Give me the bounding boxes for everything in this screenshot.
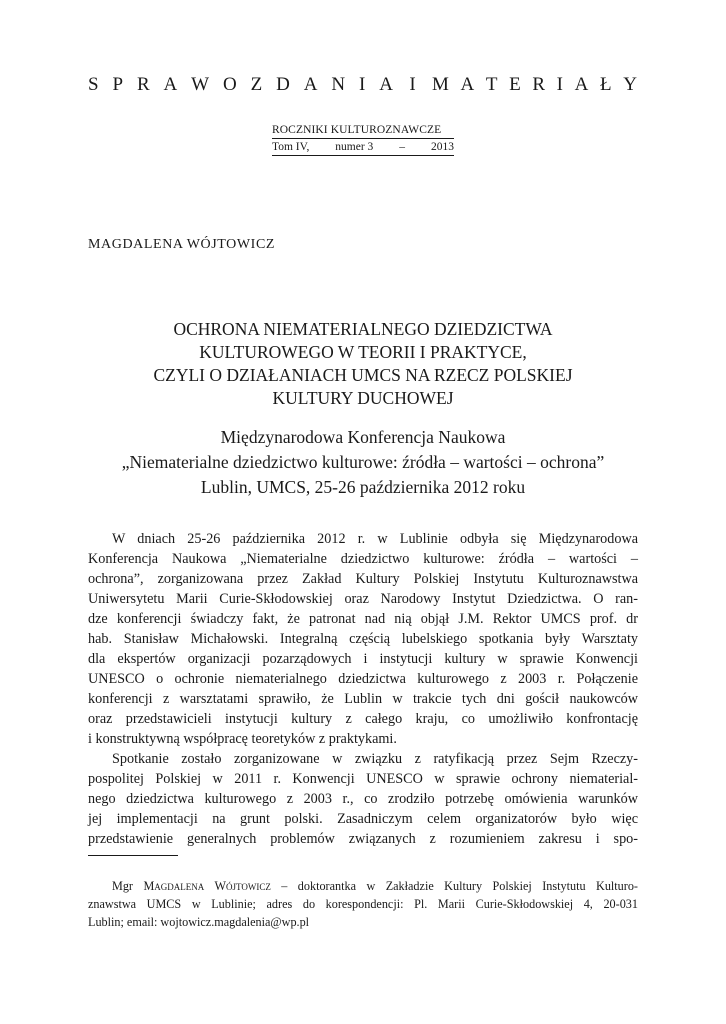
body-line: Konferencja Naukowa „Niematerialne dziedzictwo kulturowe: źródła – wartości –: [88, 551, 638, 567]
journal-dash: –: [399, 141, 406, 153]
footnote-line: Lublin; email: wojtowicz.magdalenia@wp.pl: [88, 915, 310, 929]
journal-issue: [272, 140, 454, 154]
body-line: UNESCO o ochronie niematerialnego dziedzictwa kulturowego z 2003 r. Połączenie: [88, 671, 638, 687]
article-title: [88, 318, 638, 410]
footnote-separator: [88, 855, 178, 856]
conference-line: „Niematerialne dziedzictwo kulturowe: źródła – wartości – ochrona”: [121, 452, 605, 472]
conference-line: Lublin, UMCS, 25-26 października 2012 roku: [200, 477, 526, 497]
conference-subtitle: [88, 425, 638, 500]
body-line: Uniwersytetu Marii Curie-Skłodowskiej oraz Narodowy Instytut Dziedzictwa. O ran-: [88, 591, 638, 607]
footnote-line: Mgr Magdalena Wójtowicz – doktorantka w Zakładzie Kultury Polskiej Instytutu Kulturo-: [112, 879, 638, 893]
journal-info: [272, 123, 454, 157]
section-heading-word-3: M A T E R I A Ł Y: [432, 74, 638, 95]
author-name: MAGDALENA WÓJTOWICZ: [88, 237, 276, 252]
conference-line: Międzynarodowa Konferencja Naukowa: [220, 427, 506, 447]
title-line: KULTUROWEGO W TEORII I PRAKTYCE,: [199, 342, 527, 362]
title-line: OCHRONA NIEMATERIALNEGO DZIEDZICTWA: [173, 319, 553, 339]
footnote-author-name: Magdalena Wójtowicz: [143, 879, 271, 893]
journal-volume: Tom IV,: [272, 141, 310, 153]
section-heading-word-1: S P R A W O Z D A N I A: [88, 74, 394, 95]
body-line: przedstawienie generalnych problemów związanych z rozumieniem zakresu i spo-: [88, 831, 638, 847]
body-line: i konstruktywną współpracę teoretyków z praktykami.: [88, 731, 397, 747]
journal-name: ROCZNIKI KULTUROZNAWCZE: [272, 124, 442, 136]
body-line: jej implementacji na grunt polski. Zasadniczym celem organizatorów było więc: [88, 811, 638, 827]
body-line: nego dziedzictwa kulturowego z 2003 r., co zrodziło potrzebę omówienia warunków: [88, 791, 638, 807]
section-heading: [88, 74, 638, 96]
body-line: Spotkanie zostało zorganizowane w związku z ratyfikacją przez Sejm Rzeczy-: [112, 751, 638, 767]
body-line: W dniach 25-26 października 2012 r. w Lublinie odbyła się Międzynarodowa: [112, 531, 638, 547]
journal-number: numer 3: [335, 141, 374, 153]
journal-rule-bottom: [272, 155, 454, 156]
body-line: ochrona”, zorganizowana przez Zakład Kultury Polskiej Instytutu Kulturoznawstwa: [88, 571, 638, 587]
title-line: CZYLI O DZIAŁANIACH UMCS NA RZECZ POLSKIEJ: [153, 365, 573, 385]
body-text: [88, 529, 638, 849]
journal-year: 2013: [431, 141, 454, 153]
body-line: dla ekspertów organizacji pozarządowych i instytucji kultury w sprawie Konwencji: [88, 651, 638, 667]
footnote-line: znawstwa UMCS w Lublinie; adres do korespondencji: Pl. Marii Curie-Skłodowskiej 4, 20-031: [88, 897, 638, 911]
journal-rule-top: [272, 138, 454, 139]
body-line: dze konferencji świadczy fakt, że patronat nad nią objął J.M. Rektor UMCS prof. dr: [88, 611, 638, 627]
section-heading-word-2: I: [409, 74, 417, 95]
title-line: KULTURY DUCHOWEJ: [272, 388, 454, 408]
body-line: konferencji z warsztatami sprawiło, że Lublin w trakcie tych dni gościł naukowców: [88, 691, 638, 707]
footnote: [88, 877, 638, 931]
body-line: pospolitej Polskiej w 2011 r. Konwencji UNESCO w sprawie ochrony niematerial-: [88, 771, 638, 787]
body-line: hab. Stanisław Michałowski. Integralną częścią lubelskiego spotkania były Warsztaty: [88, 631, 638, 647]
body-line: oraz przedstawicieli instytucji kultury z całego kraju, co umożliwiło konfrontację: [88, 711, 638, 727]
